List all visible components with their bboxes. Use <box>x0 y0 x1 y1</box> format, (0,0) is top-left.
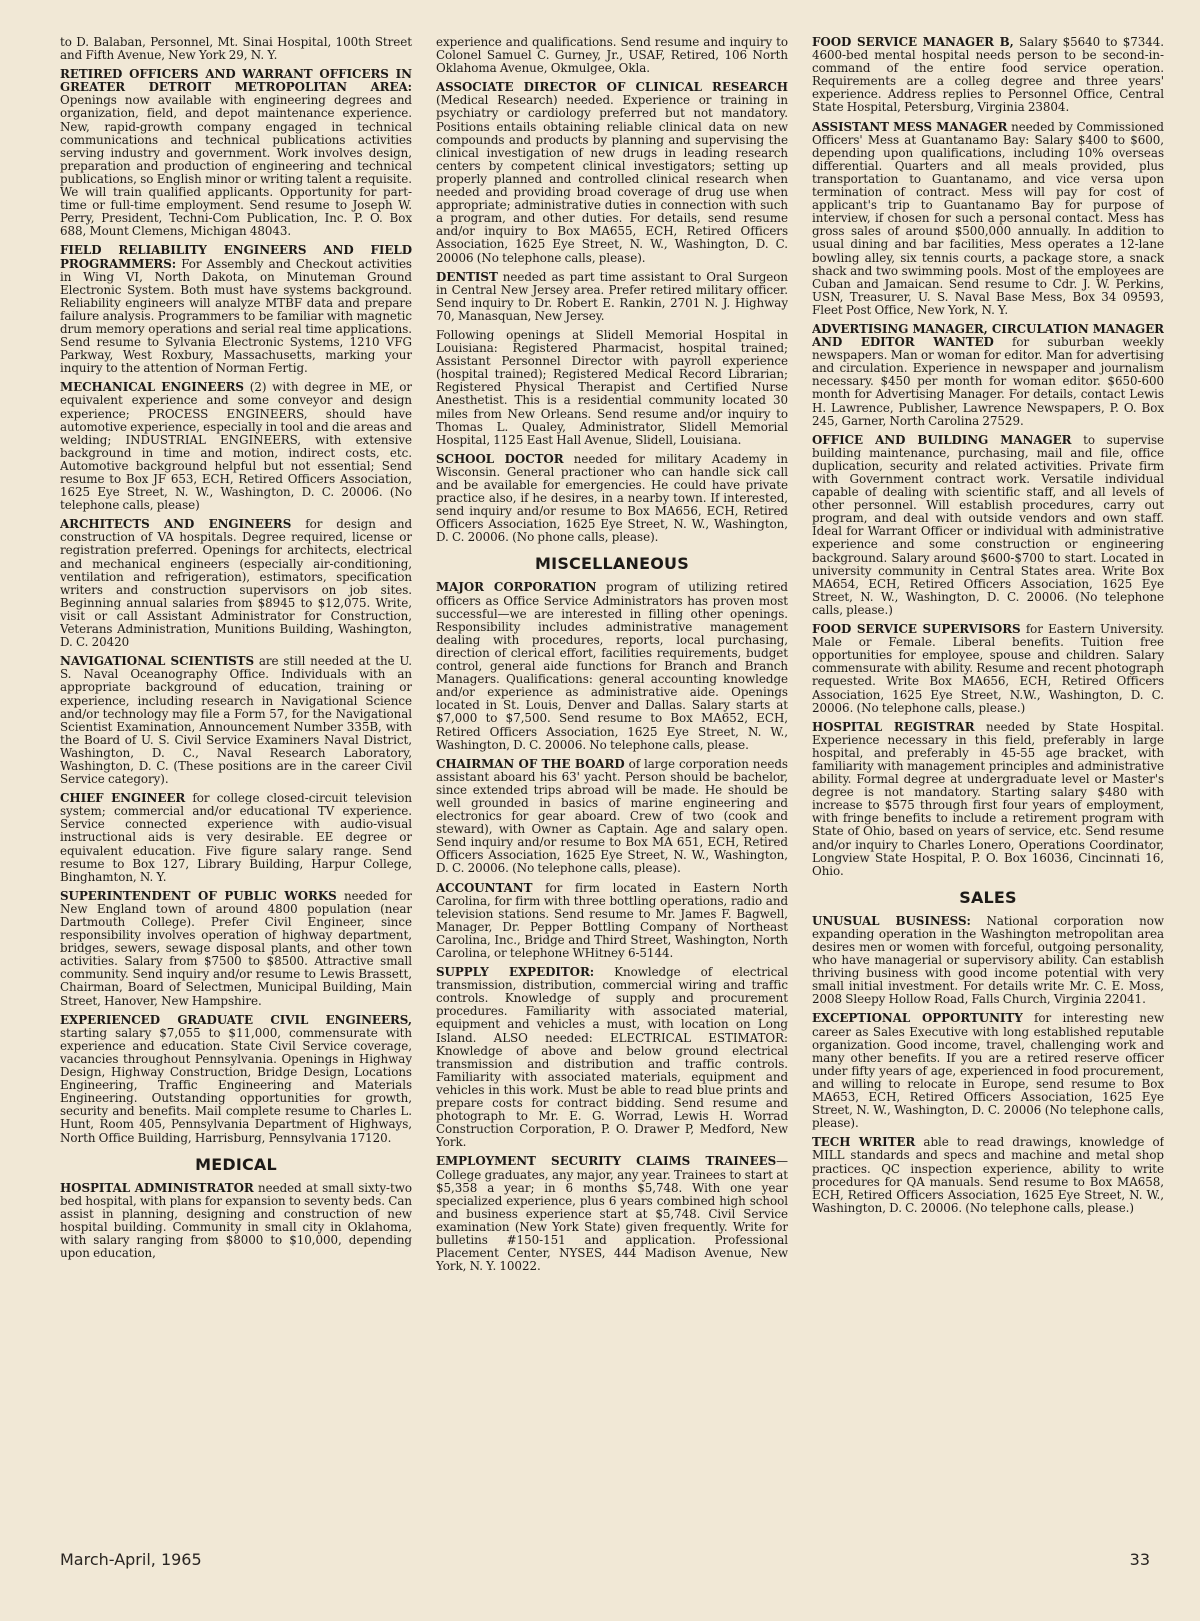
classified-ad <box>436 581 788 751</box>
classified-ad <box>60 68 412 238</box>
ad-body: to D. Balaban, Personnel, Mt. Sinai Hospital, 100th Street and Fifth Avenue, New York 29, N. Y. <box>60 36 412 63</box>
classified-ad <box>812 623 1164 715</box>
column-1 <box>60 36 412 1566</box>
columns <box>60 36 1166 1566</box>
ad-title: TECH WRITER <box>812 1135 916 1150</box>
classified-ad <box>60 1014 412 1145</box>
classified-ad <box>812 36 1164 115</box>
ad-body: experience and qualifications. Send resume and inquiry to Colonel Samuel C. Gurney, Jr., USAF, Retired, 106 North Oklahoma Avenue, Okmulgee, Okla. <box>436 36 788 76</box>
ad-title: OFFICE AND BUILDING MANAGER <box>812 432 1072 447</box>
ad-body: needed by Commissioned Officers' Mess at Guantanamo Bay: Salary $400 to $600, depending upon qualifications, including 10% overseas differential. Quarters and all meals provided, plus transportation to Guantanamo, and vice versa upon termination of contract. Mess will pay for cost of applicant's trip to Guantanamo Bay for purpose of interview, if chosen for such a personal contact. Mess has gross sales of around $500,000 annually. In addition to usual dining and bar facilities, Mess operates a 12-lane bowling alley, six tennis courts, a package store, a snack shack and two swimming pools. Most of the employees are Cuban and Jamaican. Send resume to Cdr. J. W. Perkins, USN, Treasurer, U. S. Naval Base Mess, Box 34 09593, Fleet Post Office, New York, N. Y. <box>812 119 1164 317</box>
ad-body: program of utilizing retired officers as Office Service Administrators has proven most successful—we are interested in filling other openings. Responsibility includes administrative management dealing with procedures, reports, local purchasing, direction of clerical effort, facilities requirements, budget control, general aide functions for Branch and Branch Managers. Qualifications: general accounting knowledge and/or experience as administrative aide. Openings located in St. Louis, Denver and Dallas. Salary starts at $7,000 to $7,500. Send resume to Box MA652, ECH, Retired Officers Association, 1625 Eye Street, N. W., Washington, D. C. 20006. No telephone calls, please. <box>436 580 788 752</box>
section-heading: SALES <box>959 887 1017 907</box>
classified-ad <box>60 1182 412 1261</box>
classified-ad <box>812 1012 1164 1130</box>
classified-ad <box>812 1136 1164 1215</box>
ad-body: for design and construction of VA hospitals. Degree required, license or registration preferred. Openings for architects, electrical and mechanical engineers (especially air-conditioning, ventilation and refrigeration), estimators, specification writers and construction supervisors on job sites. Beginning annual salaries from $8945 to $12,075. Write, visit or call Assistant Administrator for Construction, Veterans Administration, Munitions Building, Washington, D. C. 20420 <box>60 517 412 650</box>
classified-ad <box>436 329 788 447</box>
classified-ad <box>60 244 412 375</box>
ad-title: FIELD RELIABILITY ENGINEERS AND FIELD PROGRAMMERS: <box>60 243 412 271</box>
ad-title: ADVERTISING MANAGER, CIRCULATION MANAGER AND EDITOR WANTED <box>812 321 1164 350</box>
ad-body: (2) with degree in ME, or equivalent experience and some conveyor and design experience; PROCESS ENGINEERS, should have automotive experience, especially in tool and die areas and welding; INDUSTRIAL ENGINEERS, with extensive background in time and motion, indirect costs, etc. Automotive background helpful but not essential; Send resume to Box JF 653, ECH, Retired Officers Association, 1625 Eye Street, N. W., Washington, D. C. 20006. (No telephone calls, please) <box>60 380 412 513</box>
ad-body: needed as part time assistant to Oral Surgeon in Central New Jersey area. Prefer retired military officer. Send inquiry to Dr. Robert E. Rankin, 2701 N. J. Highway 70, Manasquan, New Jersey. <box>436 269 788 323</box>
page-footer <box>60 1550 1150 1569</box>
classified-ad <box>812 721 1164 878</box>
ad-title: HOSPITAL REGISTRAR <box>812 719 975 734</box>
ad-body: —College graduates, any major, any year. Trainees to start at $5,358 a year; in 6 months $5,748. With one year specialized experience, plus 6 years combined high school and business experience start at $5,748. Civil Service examination (New York State) given frequently. Write for bulletins #150-151 and application. Professional Placement Center, NYSES, 444 Madison Avenue, New York, N. Y. 10022. <box>436 1154 788 1274</box>
classified-ad <box>60 655 412 786</box>
classified-ad <box>60 36 412 62</box>
ad-title: CHIEF ENGINEER <box>60 791 186 806</box>
classified-ad <box>436 1155 788 1273</box>
ad-body: (Medical Research) needed. Experience or training in psychiatry or cardiology preferred but not mandatory. Positions entails obtaining reliable clinical data on new compounds and products by planning and supervising the clinical investigation of new drugs in leading research centers by competent clinical investigators; setting up properly planned and controlled clinical research when needed and providing broad coverage of drug use when appropriate; administrative duties in connection with such a program, and other duties. For details, send resume and/or inquiry to Box MA655, ECH, Retired Officers Association, 1625 Eye Street, N. W., Washington, D. C. 20006 (No telephone calls, please). <box>436 93 788 265</box>
ad-title: CHAIRMAN OF THE BOARD <box>436 756 625 771</box>
classified-ad <box>436 81 788 264</box>
ad-title: NAVIGATIONAL SCIENTISTS <box>60 654 255 669</box>
ad-body: to supervise building maintenance, purchasing, mail and file, office duplication, security and related activities. Private firm with Government contract work. Versatile individual capable of dealing with scientific staff, and all levels of other personnel. Will establish procedures, carry out program, and deal with outside vendors and own staff. Ideal for Warrant Officer or individual with administrative experience and some construction or engineering background. Salary around $600-$700 to start. Located in university community in Central States area. Write Box MA654, ECH, Retired Officers Association, 1625 Eye Street, N. W., Washington, D. C. 20006. (No telephone calls, please.) <box>812 432 1164 617</box>
classified-ad <box>436 36 788 75</box>
classified-ad <box>60 381 412 512</box>
ad-title: MECHANICAL ENGINEERS <box>60 380 244 395</box>
ad-title: RETIRED OFFICERS AND WARRANT OFFICERS IN GREATER DETROIT METROPOLITAN AREA: <box>60 67 412 95</box>
ad-title: ACCOUNTANT <box>436 880 533 895</box>
ad-title: ARCHITECTS AND ENGINEERS <box>60 517 292 532</box>
ad-body: needed for New England town of around 4800 population (near Dartmouth College). Prefer Civil Engineer, since responsibility involves operation of highway department, bridges, sewers, sewage disposal plants, and other town activities. Salary from $7500 to $8500. Attractive small community. Send inquiry and/or resume to Lewis Brassett, Chairman, Board of Selectmen, Municipal Building, Main Street, Hanover, New Hampshire. <box>60 888 412 1008</box>
section-heading: MEDICAL <box>195 1154 277 1174</box>
ad-title: MAJOR CORPORATION <box>436 580 597 595</box>
ad-body: starting salary $7,055 to $11,000, commensurate with experience and education. State Civil Service coverage, vacancies throughout Pennsylvania. Openings in Highway Design, Highway Construction, Bridge Design, Locations Engineering, Traffic Engineering and Materials Engineering. Outstanding opportunities for growth, security and benefits. Mail complete resume to Charles L. Hunt, Room 405, Pennsylvania Department of Highways, North Office Building, Harrisburg, Pennsylvania 17120. <box>60 1025 412 1145</box>
classified-ad <box>812 121 1164 317</box>
section-heading: MISCELLANEOUS <box>535 554 689 574</box>
ad-body: Salary $5640 to $7344. 4600-bed mental hospital needs person to be second-in-command of the entire food service operation. Requirements are a colleg degree and three years' experience. Address replies to Personnel Office, Central State Hospital, Petersburg, Virginia 23804. <box>812 36 1164 115</box>
classified-ad <box>436 453 788 545</box>
classified-ad <box>812 915 1164 1007</box>
page-number: 33 <box>1129 1550 1150 1569</box>
ad-title: EMPLOYMENT SECURITY CLAIMS TRAINEES <box>436 1154 777 1169</box>
ad-body: needed by State Hospital. Experience necessary in this field, preferably in large hospital, and preferably in 45-55 age bracket, with familiarity with management principles and administrative ability. Formal degree at undergraduate level or Master's degree is not mandatory. Starting salary $480 with increase to $575 through first four years of employment, with fringe benefits to include a retirement program with State of Ohio, based on years of service, etc. Send resume and/or inquiry to Charles Lonero, Operations Coordinator, Longview State Hospital, P. O. Box 16036, Cincinnati 16, Ohio. <box>812 719 1164 878</box>
column-3 <box>812 36 1164 1566</box>
ad-body: of large corporation needs assistant aboard his 63' yacht. Person should be bachelor, since extended trips abroad will be made. He should be well grounded in basics of marine engineering and electronics for gear aboard. Crew of two (cook and steward), with Owner as Captain. Age and salary open. Send inquiry and/or resume to Box MA 651, ECH, Retired Officers Association, 1625 Eye Street, N. W., Washington, D. C. 20006. (No telephone calls, please). <box>436 756 788 876</box>
ad-title: FOOD SERVICE SUPERVISORS <box>812 622 1021 637</box>
classified-ad <box>436 758 788 876</box>
ad-title: EXPERIENCED GRADUATE CIVIL ENGINEERS, <box>60 1012 412 1027</box>
classified-ad <box>436 966 788 1149</box>
classified-ad <box>812 434 1164 617</box>
column-2 <box>436 36 788 1566</box>
classified-ad <box>60 890 412 1008</box>
ad-body: Knowledge of electrical transmission, distribution, commercial wiring and traffic controls. Knowledge of supply and procurement procedures. Familiarity with associated material, equipment and vehicles a must, with location on Long Island. ALSO needed: ELECTRICAL ESTIMATOR: Knowledge of above and below ground electrical transmission and distribution and traffic controls. Familiarity with associated materials, equipment and vehicles in this work. Must be able to read blue prints and prepare costs for contract bidding. Send resume and photograph to Mr. E. G. Worrad, Lewis H. Worrad Construction Corporation, P. O. Drawer P, Medford, New York. <box>436 965 788 1150</box>
ad-body: for college closed-circuit television system; commercial and/or educational TV experience. Service connected experience with audio-visual instructional aids is very desirable. EE degree or equivalent education. Five figure salary range. Send resume to Box 127, Library Building, Harpur College, Binghamton, N. Y. <box>60 791 412 884</box>
ad-body: for interesting new career as Sales Executive with long established reputable organization. Good income, travel, challenging work and many other benefits. If you are a retired reserve officer under fifty years of age, experienced in food procurement, and willing to relocate in Europe, send resume to Box MA653, ECH, Retired Officers Association, 1625 Eye Street, N. W., Washington, D. C. 20006 (No telephone calls, please). <box>812 1011 1164 1131</box>
classified-ad <box>812 323 1164 428</box>
ad-title: ASSISTANT MESS MANAGER <box>812 119 1008 134</box>
ad-title: HOSPITAL ADMINISTRATOR <box>60 1180 254 1195</box>
ad-body: for firm located in Eastern North Carolina, for firm with three bottling operations, radio and television stations. Send resume to Mr. James F. Bagwell, Manager, Dr. Pepper Bottling Company of Northeast Carolina, Inc., Bridge and Third Street, Washington, North Carolina, or telephone WHitney 6-5144. <box>436 880 788 960</box>
ad-body: for Eastern University. Male or Female. Liberal benefits. Tuition free opportunities for employee, spouse and children. Salary commensurate with ability. Resume and recent photograph requested. Write Box MA656, ECH, Retired Officers Association, 1625 Eye Street, N.W., Washington, D. C. 20006. (No telephone calls, please.) <box>812 622 1164 715</box>
ad-body: able to read drawings, knowledge of MILL standards and specs and machine and metal shop practices. QC inspection experience, ability to write procedures for QA manuals. Send resume to Box MA658, ECH, Retired Officers Association, 1625 Eye Street, N. W., Washington, D. C. 20006. (No telephone calls, please.) <box>812 1135 1164 1215</box>
ad-title: ASSOCIATE DIRECTOR OF CLINICAL RESEARCH <box>436 80 788 95</box>
ad-body: needed at small sixty-two bed hospital, with plans for expansion to seventy beds. Can assist in planning, designing and construction of new hospital building. Community in small city in Oklahoma, with salary ranging from $8000 to $10,000, depending upon education, <box>60 1180 412 1261</box>
classified-ad <box>436 271 788 323</box>
ad-body: Following openings at Slidell Memorial Hospital in Louisiana: Registered Pharmacist, hospital trained; Assistant Personnel Director with payroll experience (hospital trained); Registered Medical Record Librarian; Registered Physical Therapist and Certified Nurse Anesthetist. This is a residential community located 30 miles from New Orleans. Send resume and/or inquiry to Thomas L. Qualey, Administrator, Slidell Memorial Hospital, 1125 East Hall Avenue, Slidell, Louisiana. <box>436 327 788 447</box>
classified-ad <box>60 518 412 649</box>
ad-title: FOOD SERVICE MANAGER B, <box>812 36 1014 49</box>
ad-title: DENTIST <box>436 269 498 284</box>
ad-title: UNUSUAL BUSINESS: <box>812 913 971 928</box>
ad-title: EXCEPTIONAL OPPORTUNITY <box>812 1011 1023 1026</box>
issue-date: March-April, 1965 <box>60 1550 202 1569</box>
ad-body: National corporation now expanding operation in the Washington metropolitan area desires men or women with forceful, outgoing personality, who have managerial or supervisory ability. Can establish thriving business with good income potential with very small initial investment. For details write Mr. C. E. Moss, 2008 Sleepy Hollow Road, Falls Church, Virginia 22041. <box>812 913 1164 1007</box>
classified-ad <box>436 882 788 961</box>
ad-body: are still needed at the U. S. Naval Oceanography Office. Individuals with an appropriate background of education, training or experience, including research in Navigational Science and/or technology may file a Form 57, for the Navigational Scientist Examination, Announcement Number 335B, with the Board of U. S. Civil Service Examiners Naval District, Washington, D. C., Naval Research Laboratory, Washington, D. C. (These positions are in the career Civil Service category). <box>60 654 412 787</box>
ad-body: For Assembly and Checkout activities in Wing VI, North Dakota, on Minuteman Ground Electronic System. Both must have systems background. Reliability engineers will analyze MTBF data and prepare failure analysis. Programmers to be familiar with magnetic drum memory operations and serial real time applications. Send resume to Sylvania Electronic Systems, 1210 VFG Parkway, West Roxbury, Massachusetts, marking your inquiry to the attention of Norman Fertig. <box>60 256 412 376</box>
ad-title: SUPERINTENDENT OF PUBLIC WORKS <box>60 888 337 903</box>
ad-title: SUPPLY EXPEDITOR: <box>436 965 595 980</box>
ad-body: Openings now available with engineering degrees and organization, field, and depot maintenance experience. New, rapid-growth company engaged in technical communications and technical publications activities serving industry and government. Work involves design, preparation and production of engineering and technical publications, so English minor or writing talent a requisite. We will train qualified applicants. Opportunity for part-time or full-time employment. Send resume to Joseph W. Perry, President, Techni-Com Publication, Inc. P. O. Box 688, Mount Clemens, Michigan 48043. <box>60 93 412 239</box>
ad-title: SCHOOL DOCTOR <box>436 451 564 466</box>
classified-ad <box>60 792 412 884</box>
ad-body: needed for military Academy in Wisconsin. General practioner who can handle sick call and be available for emergencies. He could have private practice also, if he desires, in a nearby town. If interested, send inquiry and/or resume to Box MA656, ECH, Retired Officers Association, 1625 Eye Street, N. W., Washington, D. C. 20006. (No phone calls, please). <box>436 451 788 545</box>
ad-body: for suburban weekly newspapers. Man or woman for editor. Man for advertising and circulation. Experience in newspaper and journalism necessary. $450 per month for woman editor. $650-600 month for Advertising Manager. For details, contact Lewis H. Lawrence, Publisher, Lawrence Newspapers, P. O. Box 245, Garner, North Carolina 27529. <box>812 335 1164 428</box>
